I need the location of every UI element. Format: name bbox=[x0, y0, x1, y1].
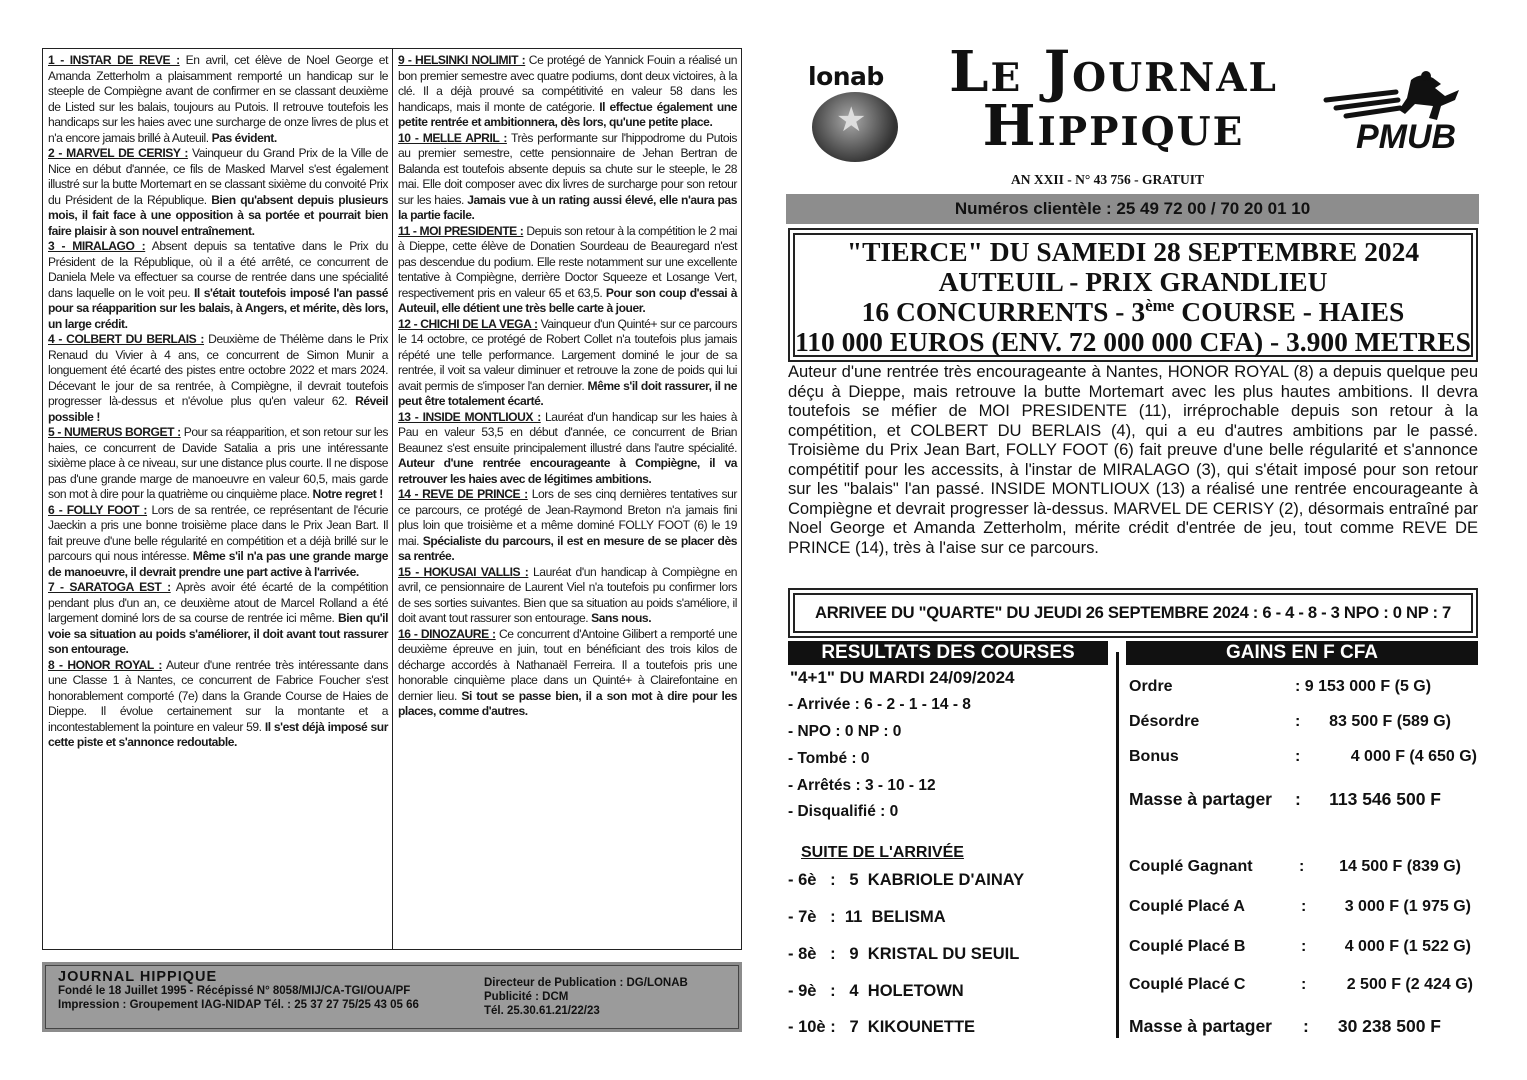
horse-entry-head: 8 - HONOR ROYAL : bbox=[48, 657, 162, 672]
star-icon: ★ bbox=[836, 101, 867, 139]
gain-row bbox=[1129, 678, 1479, 700]
gain-colon: : bbox=[1301, 976, 1307, 993]
gain-row bbox=[1129, 976, 1479, 998]
horse-entry bbox=[398, 53, 737, 131]
lonab-logo bbox=[808, 62, 904, 172]
finisher-row: - 7è : 11 BELISMA bbox=[788, 908, 946, 926]
results-section bbox=[788, 668, 1108, 1036]
horse-entry-body: Lors de ses cinq dernières tentatives sur ce parcours, ce protégé de Jean-Raymond Breton n'a jamais fini plus loin que troisième et a même dominé FOLLY FOOT (6) le 19 mai. bbox=[398, 487, 737, 548]
gain-value: 3 000 F (1 975 G) bbox=[1344, 898, 1471, 915]
result-line: - Arrêtés : 3 - 10 - 12 bbox=[788, 777, 936, 794]
horse-entry-body: Deuxième de Thélème dans le Prix Renaud du Vivier à 4 ans, ce concurrent de Simon Munir a longuement été écarté des pistes entre octobre 2022 et mars 2024. Décevant le jour de sa rentrée, à Compiègne, il devrait toutefois progresser là-dessus et n'évolue plus qu'en valeur 62. bbox=[48, 332, 388, 408]
issue-info: AN XXII - N° 43 756 - GRATUIT bbox=[1011, 172, 1205, 187]
horse-entry-head: 1 - INSTAR DE REVE : bbox=[48, 53, 180, 67]
masthead bbox=[786, 40, 1480, 190]
horse-entry bbox=[398, 627, 737, 720]
results-subtitle: "4+1" DU MARDI 24/09/2024 bbox=[790, 668, 1015, 687]
horse-entry bbox=[48, 332, 388, 425]
tierce-race-box bbox=[788, 228, 1478, 362]
result-line: - Tombé : 0 bbox=[788, 750, 870, 767]
horse-entry-head: 9 - HELSINKI NOLIMIT : bbox=[398, 53, 526, 67]
footer-printing: Impression : Groupement IAG-NIDAP Tél. : 25 37 27 75/25 43 05 66 bbox=[58, 999, 419, 1011]
horse-entry-verdict: Bien qu'absent depuis plusieurs mois, il fait face à une opposition à sa portée et pourrait bien faire plaisir à son nouvel entraînement. bbox=[48, 192, 388, 238]
suite-heading: SUITE DE L'ARRIVÉE bbox=[801, 844, 964, 861]
horse-entry-body: Ce concurrent d'Antoine Gilibert a remporté une deuxième épreuve en juin, tout en bénéficiant des trois kilos de décharge accordés à Nathanaël Ferreira. Il a toutefois pris une honorable cinquième place dans un Quinté+ à Clairefontaine en dernier lieu. bbox=[398, 626, 737, 703]
horse-entry-verdict: Il s'était toutefois imposé l'an passé pour sa réapparition sur les balais, à Angers, et mérite, dès lors, un large crédit. bbox=[48, 285, 388, 331]
gain-label: Couplé Gagnant bbox=[1129, 858, 1253, 875]
gain-row bbox=[1129, 789, 1479, 811]
journal-title bbox=[921, 39, 1306, 159]
gain-colon: : bbox=[1295, 789, 1301, 809]
gain-colon: : bbox=[1301, 898, 1307, 915]
horse-entry-body: Auteur d'une rentrée très intéressante dans une Classe 1 à Nantes, ce concurrent de Fabrice Foucher s'est honorablement comporté (7e) dans la Grande Course de Haies de Dieppe. Il évolue certainement sur la montante et a incontestablement la pointure en valeur 59. bbox=[48, 657, 388, 734]
gain-label: Masse à partager bbox=[1129, 1016, 1272, 1036]
horse-entry-body: Pour sa réapparition, et son retour sur les haies, ce concurrent de Davide Satalia a pris une intéressante sixième place à ce niveau, sur une distance plus courte. Il ne dispose pas d'une grande marge de manoeuvre en valeur 60,5, mais garde son mot à dire pour la quatrième ou cinquième place. bbox=[48, 425, 388, 501]
horse-entry-head: 4 - COLBERT DU BERLAIS : bbox=[48, 332, 205, 346]
horse-entry bbox=[48, 146, 388, 239]
gain-value: 30 238 500 F bbox=[1337, 1016, 1441, 1036]
horse-entry bbox=[48, 580, 388, 658]
footer-advertising: Publicité : DCM bbox=[484, 991, 569, 1003]
race-venue: AUTEUIL - PRIX GRANDLIEU bbox=[938, 266, 1328, 297]
horse-entry-body: Depuis son retour à la compétition le 2 mai à Dieppe, cette élève de Donatien Sourdeau de Beauregard n'est pas descendue du podium. Elle reste notamment sur une excellente tentative à Compiègne, derrière Doctor Squeeze et Losange Vert, respectivement pris en valeur 65 et 63,5. bbox=[398, 223, 737, 300]
footer-journal-title: JOURNAL HIPPIQUE bbox=[58, 969, 218, 985]
gain-label: Désordre bbox=[1129, 713, 1200, 730]
race-type: COURSE - HAIES bbox=[1174, 296, 1405, 327]
horse-commentary-box bbox=[42, 48, 742, 950]
finisher-row: - 6è : 5 KABRIOLE D'AINAY bbox=[788, 871, 1025, 889]
finisher-row: - 10è : 7 KIKOUNETTE bbox=[788, 1018, 976, 1036]
gain-value: 4 000 F (4 650 G) bbox=[1350, 748, 1477, 765]
gain-row bbox=[1129, 898, 1479, 920]
horse-entry bbox=[398, 317, 737, 410]
horse-entry-verdict: Jamais vue à un rating aussi élevé, elle n'aura pas la partie facile. bbox=[398, 192, 737, 222]
horse-entry-verdict: Si tout se passe bien, il a son mot à dire pour les places, comme d'autres. bbox=[398, 688, 737, 718]
gain-colon: : bbox=[1301, 938, 1307, 955]
horse-entry-head: 15 - HOKUSAI VALLIS : bbox=[398, 564, 529, 579]
journal-title-line2: Hippique bbox=[982, 93, 1245, 159]
horse-entry-head: 10 - MELLE APRIL : bbox=[398, 130, 507, 145]
horse-entry-verdict: Bien qu'il voie sa situation au poids s'améliorer, il doit avant tout rassurer son entourage. bbox=[48, 611, 388, 656]
horse-entry-head: 5 - NUMERUS BORGET : bbox=[48, 425, 181, 439]
lonab-wordmark: lonab bbox=[808, 62, 884, 91]
horse-entry-body: Ce protégé de Yannick Fouin a réalisé un bon premier semestre avec quatre podiums, dont deux victoires, à la clé. Il a déjà prouvé sa compétitivité en valeur 58 dans les handicaps, mais il monte de catégorie. bbox=[398, 53, 737, 114]
result-line: - NPO : 0 NP : 0 bbox=[788, 723, 902, 740]
result-line: - Disqualifié : 0 bbox=[788, 803, 899, 820]
horse-entry-body: Lauréat d'un handicap à Compiègne en avril, ce pensionnaire de Laurent Viel n'a toutefois pu confirmer lors de ses sorties suivantes. Bien que sa situation au poids s'améliore, il doit avant tout rassurer son entourage. bbox=[398, 564, 737, 625]
finisher-row: - 8è : 9 KRISTAL DU SEUIL bbox=[788, 945, 1020, 963]
gain-value: 2 500 F (2 424 G) bbox=[1346, 976, 1473, 993]
commentary-column-right bbox=[392, 49, 741, 949]
horse-entry-verdict: Pas évident. bbox=[211, 130, 277, 145]
horse-entry-body: Lors de sa rentrée, ce représentant de l'écurie Jaeckin a pris une bonne troisième place dans le Prix Jean Bart. Il fait preuve d'une belle régularité en compétition et a déjà brillé sur le parcours qui nous intéresse. bbox=[48, 502, 388, 563]
horse-entry-head: 16 - DINOZAURE : bbox=[398, 626, 496, 641]
horse-entry bbox=[48, 658, 388, 751]
horse-entry-head: 3 - MIRALAGO : bbox=[48, 239, 146, 253]
footer-phone: Tél. 25.30.61.21/22/23 bbox=[484, 1005, 600, 1017]
horse-entry bbox=[398, 487, 737, 565]
horse-entry bbox=[48, 503, 388, 581]
gain-row bbox=[1129, 748, 1479, 770]
horse-entry bbox=[398, 224, 737, 317]
journal-title-line1: Le Journal bbox=[949, 39, 1278, 105]
race-ordinal: ème bbox=[1145, 296, 1175, 315]
pmub-wordmark: PMUB bbox=[1356, 118, 1457, 156]
horse-entry bbox=[398, 410, 737, 488]
horse-entry-verdict: Spécialiste du parcours, il est en mesure de se placer dès sa rentrée. bbox=[398, 533, 738, 563]
horse-entry-verdict: Il effectue également une petite rentrée et ambitionnera, dès lors, qu'une petite place. bbox=[398, 99, 737, 129]
horse-entry-verdict: Auteur d'une rentrée encourageante à Compiègne, il va retrouver les haies avec de légitimes ambitions. bbox=[398, 456, 737, 486]
race-details bbox=[795, 297, 1471, 327]
gain-label: Couplé Placé C bbox=[1129, 976, 1246, 993]
horse-entry bbox=[48, 53, 388, 146]
gain-label: Ordre bbox=[1129, 678, 1173, 695]
gain-label: Bonus bbox=[1129, 748, 1179, 765]
gain-value: 83 500 F (589 G) bbox=[1329, 713, 1451, 730]
horse-entry-head: 11 - MOI PRESIDENTE : bbox=[398, 223, 524, 238]
race-runners: 16 CONCURRENTS - 3 bbox=[861, 296, 1146, 327]
gain-label: Masse à partager bbox=[1129, 789, 1272, 809]
gain-value: 14 500 F (839 G) bbox=[1339, 858, 1461, 875]
horse-entry-body: Lauréat d'un handicap sur les haies à Pau en valeur 53,5 en début d'année, ce concurrent de Brian Beaunez s'est ensuite principalement illustré dans l'autre spécialité. bbox=[398, 409, 737, 455]
gain-label: Couplé Placé B bbox=[1129, 938, 1246, 955]
horse-entry-head: 12 - CHICHI DE LA VEGA : bbox=[398, 316, 538, 331]
horse-entry-body: Après avoir été écarté de la compétition pendant plus d'un an, ce deuxième atout de Marcel Rolland a été largement dominé lors de sa course de rentrée ici même. bbox=[48, 580, 388, 625]
quarte-arrival-box bbox=[788, 588, 1478, 638]
client-numbers-bar: Numéros clientèle : 25 49 72 00 / 70 20 01 10 bbox=[786, 194, 1479, 224]
horse-entry-body: Vainqueur du Grand Prix de la Ville de Nice en début d'année, ce fils de Masked Marvel s'est également illustré sur la butte Mortemart en se classant sixième du convoité Prix du Président de la République. bbox=[48, 146, 388, 207]
result-line: - Arrivée : 6 - 2 - 1 - 14 - 8 bbox=[788, 696, 971, 713]
horse-entry-head: 13 - INSIDE MONTLIOUX : bbox=[398, 409, 541, 424]
horse-entry-body: En avril, cet élève de Noel George et Amanda Zetterholm a plaisamment remporté un handicap sur le steeple de Compiègne avant de confirmer en se classant deuxième de Listed sur les balais, toujours au Putois. Il retrouve toutefois les handicaps sur les haies avec une surcharge de onze livres de plus et n'a encore jamais brillé à Auteuil. bbox=[48, 53, 388, 145]
finisher-row: - 9è : 4 HOLETOWN bbox=[788, 982, 964, 1000]
race-purse: 110 000 EUROS (ENV. 72 000 000 CFA) - 3.900 METRES bbox=[795, 326, 1471, 357]
gain-colon: : bbox=[1295, 713, 1301, 730]
horse-entry-body: Très performante sur l'hippodrome du Putois au premier semestre, cette pensionnaire de Jehan Bertran de Balanda est toutefois absente depuis sa chute sur le steeple, le 28 mai. Elle doit composer avec dix livres de surcharge pour son retour sur les haies. bbox=[398, 130, 737, 207]
gain-colon: : bbox=[1303, 1016, 1309, 1036]
results-heading: RESULTATS DES COURSES bbox=[788, 641, 1108, 665]
publication-footer bbox=[42, 962, 742, 1032]
gain-value: 113 546 500 F bbox=[1329, 789, 1441, 809]
horse-entry-verdict: Sans nous. bbox=[591, 611, 652, 625]
horse-entry-verdict: Réveil possible ! bbox=[48, 394, 388, 424]
horse-entry-body: Absent depuis sa tentative dans le Prix du Président de la République, où il a été arrêté, ce concurrent de Daniela Mele va effectuer sa course de rentrée dans une spécialité dans laquelle on le voit peu. bbox=[48, 239, 388, 300]
pmub-logo bbox=[1316, 70, 1476, 170]
gain-row bbox=[1129, 938, 1479, 960]
horse-entry bbox=[48, 425, 388, 503]
footer-director: Directeur de Publication : DG/LONAB bbox=[484, 977, 688, 989]
horse-entry-head: 14 - REVE DE PRINCE : bbox=[398, 487, 528, 501]
gain-row bbox=[1129, 858, 1479, 880]
horse-entry-verdict: Même s'il n'a pas une grande marge de manoeuvre, il devrait prendre une part active à l'arrivée. bbox=[48, 549, 388, 579]
horse-entry-head: 6 - FOLLY FOOT : bbox=[48, 502, 148, 517]
gain-row bbox=[1129, 1016, 1479, 1038]
horse-entry-head: 2 - MARVEL DE CERISY : bbox=[48, 146, 188, 160]
commentary-column-left bbox=[43, 49, 392, 949]
horse-entry-verdict: Il s'est déjà imposé sur cette piste et s'annonce redoutable. bbox=[48, 719, 388, 749]
horse-entry-verdict: Notre regret ! bbox=[312, 487, 383, 501]
gain-colon: : bbox=[1299, 858, 1305, 875]
horse-entry-head: 7 - SARATOGA EST : bbox=[48, 580, 171, 594]
horse-entry-verdict: Pour son coup d'essai à Auteuil, elle détient une très belle carte à jouer. bbox=[398, 285, 737, 315]
horse-entry bbox=[398, 565, 737, 627]
horse-entry-verdict: Même s'il doit rassurer, il ne peut être totalement écarté. bbox=[398, 378, 737, 408]
gain-colon: : bbox=[1295, 748, 1301, 765]
race-preview-text: Auteur d'une rentrée très encourageante à Nantes, HONOR ROYAL (8) a depuis quelque peu déçu à Dieppe, mais retrouve la butte Mortemart avec les plus hautes ambitions. Il devra toutefois se méfier de MOI PRESIDENTE (11), irréprochable depuis son retour à la compétition, et COLBERT DU BERLAIS (4), qui a eu d'autres ambitions par le passé. Troisième du Prix Jean Bart, FOLLY FOOT (6) fait preuve d'une belle régularité et s'annonce compétitif pour les accessits, à l'instar de MIRALAGO (3), qui s'était imposé pour son retour sur les "balais" l'an passé. INSIDE MONTLIOUX (13) a réalisé une rentrée encourageante à Compiègne et devrait progresser là-dessus. MARVEL DE CERISY (2), désormais entraîné par Noel George et Amanda Zetterholm, mérite crédit d'entrée de jeu, tout comme REVE DE PRINCE (14), très à l'aise sur ce parcours. bbox=[788, 362, 1478, 557]
footer-founded: Fondé le 18 Juillet 1995 - Récépissé N° 8058/MIJ/CA-TGI/OUA/PF bbox=[58, 985, 411, 997]
horse-entry bbox=[48, 239, 388, 332]
gain-value: 4 000 F (1 522 G) bbox=[1344, 938, 1471, 955]
gain-row bbox=[1129, 713, 1479, 735]
quarte-arrival: ARRIVEE DU "QUARTE" DU JEUDI 26 SEPTEMBRE 2024 : 6 - 4 - 8 - 3 NPO : 0 NP : 7 bbox=[793, 593, 1473, 633]
horse-entry-body: Vainqueur d'un Quinté+ sur ce parcours le 14 octobre, ce protégé de Robert Collet n'a toutefois plus jamais répété une telle performance. Largement dominé le jour de sa rentrée, il voit sa valeur diminuer et retrouve la zone de poids qui lui avait permis de s'imposer l'an dernier. bbox=[398, 316, 737, 393]
gain-value: : 9 153 000 F (5 G) bbox=[1295, 678, 1432, 695]
gains-heading: GAINS EN F CFA bbox=[1126, 641, 1478, 665]
horse-entry bbox=[398, 131, 737, 224]
tierce-date: "TIERCE" DU SAMEDI 28 SEPTEMBRE 2024 bbox=[846, 236, 1420, 267]
gain-label: Couplé Placé A bbox=[1129, 898, 1245, 915]
column-divider bbox=[1116, 652, 1119, 1038]
